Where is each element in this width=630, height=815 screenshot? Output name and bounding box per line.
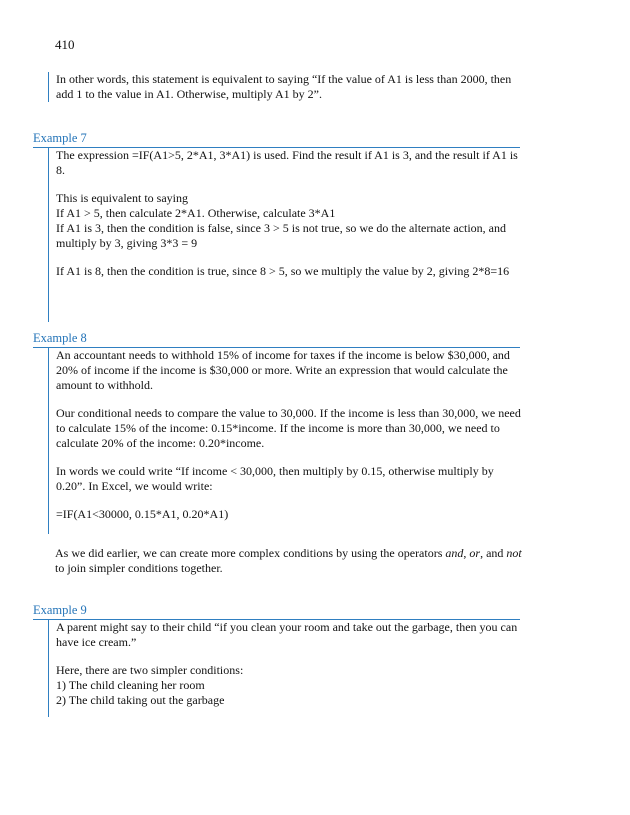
example-9-conditions xyxy=(49,663,524,708)
example-9-body xyxy=(48,620,524,717)
operators-sep-1: , xyxy=(463,546,470,560)
example-7-case-3: If A1 is 3, then the condition is false, since 3 > 5 is not true, so we do the alternate action, and multiply by 3, giving 3*3 = 9 xyxy=(56,221,506,250)
operators-text-before: As we did earlier, we can create more complex conditions by using the operators xyxy=(55,546,446,560)
example-9-conditions-intro: Here, there are two simpler conditions: xyxy=(56,663,244,677)
operator-or: or xyxy=(469,546,481,560)
example-7-equivalent: This is equivalent to saying xyxy=(56,191,188,205)
operator-and: and xyxy=(445,546,464,560)
example-9-problem: A parent might say to their child “if you clean your room and take out the garbage, then you can have ice cream.” xyxy=(56,620,518,649)
example-9-heading: Example 9 xyxy=(33,603,520,620)
operators-text-after: to join simpler conditions together. xyxy=(55,561,223,575)
operators-paragraph xyxy=(55,546,525,576)
example-7-case-8: If A1 is 8, then the condition is true, since 8 > 5, so we multiply the value by 2, giving 2*8=16 xyxy=(56,264,510,278)
example-8-formula: =IF(A1<30000, 0.15*A1, 0.20*A1) xyxy=(56,507,229,521)
example-7-condition: If A1 > 5, then calculate 2*A1. Otherwise, calculate 3*A1 xyxy=(56,206,336,220)
operators-text xyxy=(55,546,525,576)
example-7-problem: The expression =IF(A1>5, 2*A1, 3*A1) is used. Find the result if A1 is 3, and the result if A1 is 8. xyxy=(56,148,518,177)
example-8-in-words: In words we could write “If income < 30,000, then multiply by 0.15, otherwise multiply by 0.20”. In Excel, we would write: xyxy=(56,464,494,493)
intro-text: In other words, this statement is equivalent to saying “If the value of A1 is less than 2000, then add 1 to the value in A1. Otherwise, multiply A1 by 2”. xyxy=(56,72,512,101)
example-9-condition-2: 2) The child taking out the garbage xyxy=(56,693,225,707)
example-8-body xyxy=(48,348,524,534)
example-8-heading: Example 8 xyxy=(33,331,520,348)
example-8-analysis: Our conditional needs to compare the value to 30,000. If the income is less than 30,000, we need to calculate 15% of the income: 0.15*income. If the income is more than 30,000, we need to calculate 20% of the income: 0.20*income. xyxy=(56,406,521,450)
intro-block xyxy=(48,72,524,102)
example-8-problem: An accountant needs to withhold 15% of income for taxes if the income is below $30,000, and 20% of income if the income is $30,000 or more. Write an expression that would calculate the amount to withhold. xyxy=(56,348,510,392)
example-9-condition-1: 1) The child cleaning her room xyxy=(56,678,205,692)
example-7-body xyxy=(48,148,524,322)
operator-not: not xyxy=(506,546,522,560)
page-number: 410 xyxy=(55,37,75,52)
example-7-heading: Example 7 xyxy=(33,131,520,148)
operators-sep-2: , and xyxy=(480,546,504,560)
example-7-restatement xyxy=(49,191,524,221)
